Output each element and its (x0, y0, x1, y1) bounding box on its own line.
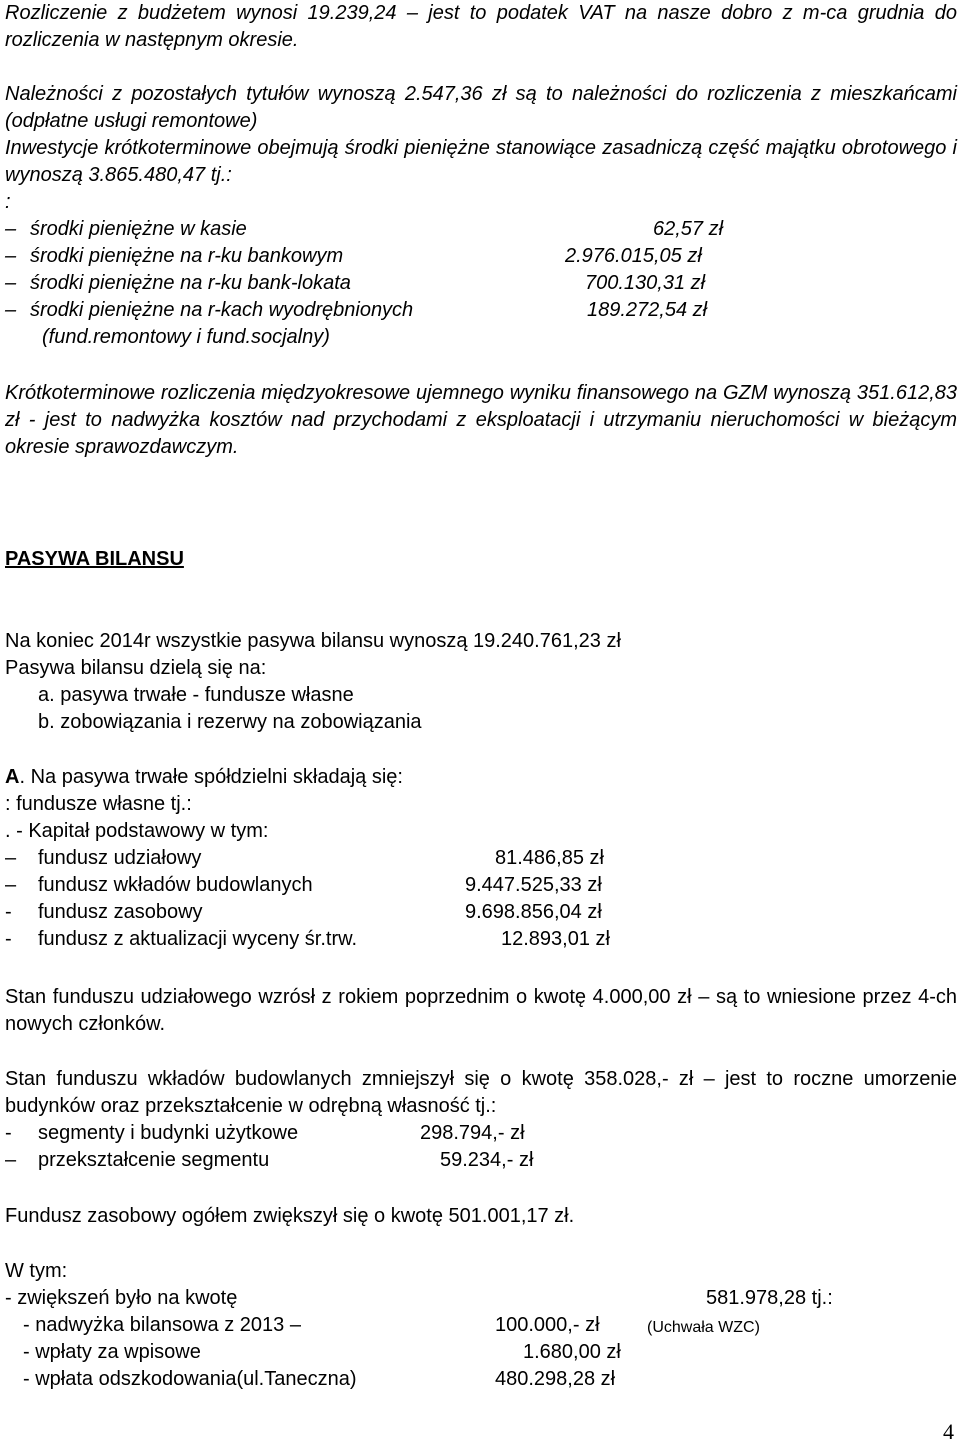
vat-paragraph: Rozliczenie z budżetem wynosi 19.239,24 – jest to podatek VAT na nasze dobro z m-ca grudnia do rozliczenia w następnym okresie. (5, 2, 957, 51)
cash-item: – środki pieniężne na r-ku bankowym 2.976.015,05 zł (5, 243, 957, 270)
building-fund-item: - segmenty i budynki użytkowe 298.794,- zł (5, 1120, 957, 1147)
increase-total-label: - zwiększeń było na kwotę (5, 1287, 238, 1309)
investments-paragraph: Inwestycje krótkoterminowe obejmują środki pieniężne stanowiące zasadniczą część majątku obrotowego i wynoszą 3.865.480,47 tj.: (5, 137, 957, 186)
own-funds-line: : fundusze własne tj.: (5, 793, 192, 815)
fund-item: - fundusz zasobowy 9.698.856,04 zł (5, 899, 957, 926)
cash-note: (fund.remontowy i fund.socjalny) (42, 326, 330, 348)
increase-item (5, 1312, 957, 1339)
building-fund-item-label: przekształcenie segmentu (38, 1149, 270, 1171)
cash-item-amount: 62,57 zł (653, 218, 724, 240)
fund-item-amount: 12.893,01 zł (501, 928, 610, 950)
cash-note-row (5, 324, 957, 351)
pasywa-total-line: Na koniec 2014r wszystkie pasywa bilansu wynoszą 19.240.761,23 zł (5, 630, 621, 652)
a-section-heading (5, 764, 957, 791)
fund-item: – fundusz wkładów budowlanych 9.447.525,33 zł (5, 872, 957, 899)
cash-item-label: środki pieniężne na r-kach wyodrębnionych (30, 299, 414, 321)
cash-item-label: środki pieniężne na r-ku bank-lokata (30, 272, 351, 294)
reserve-fund-paragraph: Fundusz zasobowy ogółem zwiększył się o kwotę 501.001,17 zł. (5, 1205, 575, 1227)
cash-item: – środki pieniężne na r-ku bank-lokata 700.130,31 zł (5, 270, 957, 297)
increase-block (5, 1285, 957, 1393)
cash-item-label: środki pieniężne na r-ku bankowym (30, 245, 344, 267)
building-fund-items (5, 1120, 957, 1174)
increase-item (5, 1366, 957, 1393)
receivables-paragraph: Należności z pozostałych tytułów wynoszą 2.547,36 zł są to należności do rozliczenia z mieszkańcami (odpłatne usługi remontowe) (5, 83, 957, 132)
fund-item-label: fundusz z aktualizacji wyceny śr.trw. (38, 928, 358, 950)
fund-item-amount: 81.486,85 zł (495, 847, 604, 869)
cash-item-amount: 700.130,31 zł (585, 272, 706, 294)
section-title: PASYWA BILANSU (5, 548, 184, 570)
a-heading-text: . Na pasywa trwałe spółdzielni składają się: (19, 766, 403, 788)
a-label: A (5, 766, 20, 788)
fund-item: - fundusz z aktualizacji wyceny śr.trw. 12.893,01 zł (5, 926, 957, 953)
fund-item-label: fundusz udziałowy (38, 847, 202, 869)
increase-item-label: - wpłata odszkodowania(ul.Taneczna) (23, 1368, 357, 1390)
cash-item-amount: 189.272,54 zł (587, 299, 708, 321)
page-number: 4 (943, 1419, 954, 1444)
increase-item-label: - wpłaty za wpisowe (23, 1341, 201, 1363)
fund-item: – fundusz udziałowy 81.486,85 zł (5, 845, 957, 872)
a-section (5, 764, 957, 953)
building-fund-item-amount: 59.234,- zł (440, 1149, 534, 1171)
fund-item-label: fundusz zasobowy (38, 901, 203, 923)
cash-items-list (5, 216, 957, 351)
cash-item: – środki pieniężne w kasie 62,57 zł (5, 216, 957, 243)
increase-item-label: - nadwyżka bilansowa z 2013 – (23, 1314, 301, 1336)
increase-item-amount: 1.680,00 zł (523, 1341, 621, 1363)
cash-item: – środki pieniężne na r-kach wyodrębnionych 189.272,54 zł (5, 297, 957, 324)
building-fund-item: – przekształcenie segmentu 59.234,- zł (5, 1147, 957, 1174)
share-fund-paragraph: Stan funduszu udziałowego wzrósł z rokiem poprzednim o kwotę 4.000,00 zł – są to wniesione przez 4-ch nowych członków. (5, 986, 957, 1035)
investments-colon: : (5, 191, 11, 213)
building-fund-item-amount: 298.794,- zł (420, 1122, 525, 1144)
pasywa-item-a: a. pasywa trwałe - fundusze własne (38, 684, 354, 706)
increase-item (5, 1339, 957, 1366)
pasywa-split-line: Pasywa bilansu dzielą się na: (5, 657, 267, 679)
cash-item-amount: 2.976.015,05 zł (565, 245, 702, 267)
cash-item-label: środki pieniężne w kasie (30, 218, 247, 240)
pasywa-item-b: b. zobowiązania i rezerwy na zobowiązania (38, 711, 422, 733)
increase-total-amount: 581.978,28 tj.: (706, 1287, 833, 1309)
increase-item-amount: 100.000,- zł (495, 1314, 600, 1336)
building-fund-paragraph: Stan funduszu wkładów budowlanych zmniejszył się o kwotę 358.028,- zł – jest to roczne umorzenie budynków oraz przekształcenie w odrębną własność tj.: (5, 1068, 957, 1117)
wtym-line: W tym: (5, 1260, 68, 1282)
fund-item-label: fundusz wkładów budowlanych (38, 874, 313, 896)
capital-line: . - Kapitał podstawowy w tym: (5, 820, 269, 842)
fund-item-amount: 9.698.856,04 zł (465, 901, 602, 923)
fund-item-amount: 9.447.525,33 zł (465, 874, 602, 896)
building-fund-item-label: segmenty i budynki użytkowe (38, 1122, 299, 1144)
settlements-paragraph: Krótkoterminowe rozliczenia międzyokresowe ujemnego wyniku finansowego na GZM wynoszą 351.612,83 zł - jest to nadwyżka kosztów nad przychodami z eksploatacji i utrzymaniu nieruchomości w bieżącym okresie sprawozdawczym. (5, 382, 957, 458)
pasywa-block (5, 628, 957, 736)
increase-item-note: (Uchwała WZC) (647, 1319, 760, 1336)
increase-item-amount: 480.298,28 zł (495, 1368, 616, 1390)
increase-total-row (5, 1285, 957, 1312)
